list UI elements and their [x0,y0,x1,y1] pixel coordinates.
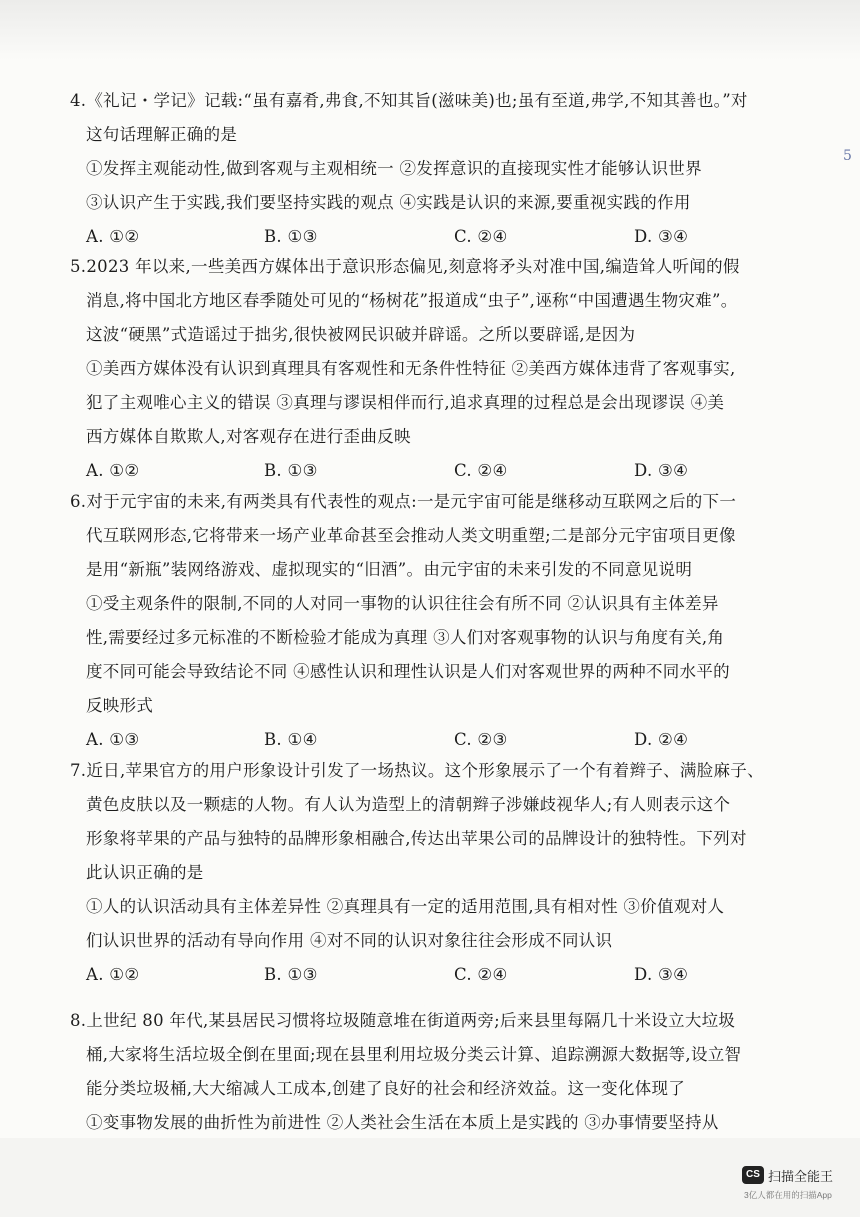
statement-line: ①发挥主观能动性,做到客观与主观相统一 ②发挥意识的直接现实性才能够认识世界 [86,159,702,178]
answer-options [86,958,790,992]
question-line: 7.近日,苹果官方的用户形象设计引发了一场热议。这个形象展示了一个有着辫子、满脸麻子、 [70,761,764,780]
question-line: 代互联网形态,它将带来一场产业革命甚至会推动人类文明重塑;二是部分元宇宙项目更像 [86,526,736,545]
question-line: 黄色皮肤以及一颗痣的人物。有人认为造型上的清朝辫子涉嫌歧视华人;有人则表示这个 [86,795,731,814]
statement-line: 性,需要经过多元标准的不断检验才能成为真理 ③人们对客观事物的认识与角度有关,角 [86,628,725,647]
statement-line: 度不同可能会导致结论不同 ④感性认识和理性认识是人们对客观世界的两种不同水平的 [86,662,730,681]
question-line: 能分类垃圾桶,大大缩减人工成本,创建了良好的社会和经济效益。这一变化体现了 [86,1079,686,1098]
question-line: 形象将苹果的产品与独特的品牌形象相融合,传达出苹果公司的品牌设计的独特性。下列对 [86,829,747,848]
question-5 [70,250,790,488]
option-a: A. ①② [86,227,140,246]
statement-line: ①受主观条件的限制,不同的人对同一事物的认识往往会有所不同 ②认识具有主体差异 [86,594,719,613]
question-8 [70,1004,790,1140]
statement-line: ①美西方媒体没有认识到真理具有客观性和无条件性特征 ②美西方媒体违背了客观事实, [86,359,736,378]
statement-line: 反映形式 [86,696,154,715]
option-d: D. ②④ [634,730,689,749]
scanner-app-name: 扫描全能王 [768,1169,834,1184]
scanner-logo-icon: CS [742,1166,764,1184]
option-b: B. ①③ [264,461,318,480]
answer-options [86,220,790,254]
statement-line: ①人的认识活动具有主体差异性 ②真理具有一定的适用范围,具有相对性 ③价值观对人 [86,897,725,916]
statement-line: 西方媒体自欺欺人,对客观存在进行歪曲反映 [86,427,411,446]
question-6 [70,485,790,757]
option-a: A. ①③ [86,730,140,749]
question-line: 4.《礼记・学记》记载:“虽有嘉肴,弗食,不知其旨(滋味美)也;虽有至道,弗学,不知其善也。”对 [70,91,748,110]
statement-line: ③认识产生于实践,我们要坚持实践的观点 ④实践是认识的来源,要重视实践的作用 [86,193,691,212]
question-line: 桶,大家将生活垃圾全倒在里面;现在县里利用垃圾分类云计算、追踪溯源大数据等,设立智 [86,1045,742,1064]
answer-options [86,723,790,757]
question-line: 8.上世纪 80 年代,某县居民习惯将垃圾随意堆在街道两旁;后来县里每隔几十米设立大垃圾 [70,1011,736,1030]
statement-line: 犯了主观唯心主义的错误 ③真理与谬误相伴而行,追求真理的过程总是会出现谬误 ④美 [86,393,725,412]
option-d: D. ③④ [634,227,689,246]
statement-line: 们认识世界的活动有导向作用 ④对不同的认识对象往往会形成不同认识 [86,931,613,950]
question-line: 这句话理解正确的是 [86,125,238,144]
option-d: D. ③④ [634,461,689,480]
question-line: 消息,将中国北方地区春季随处可见的“杨树花”报道成“虫子”,诬称“中国遭遇生物灾难”。 [86,291,738,310]
option-c: C. ②④ [454,461,508,480]
option-a: A. ①② [86,461,140,480]
option-b: B. ①③ [264,965,318,984]
statement-line: ①变事物发展的曲折性为前进性 ②人类社会生活在本质上是实践的 ③办事情要坚持从 [86,1113,719,1132]
option-c: C. ②③ [454,730,508,749]
scanner-tagline: 3亿人都在用的扫描App [744,1190,832,1200]
question-line: 这波“硬黑”式造谣过于拙劣,很快被网民识破并辟谣。之所以要辟谣,是因为 [86,325,636,344]
question-4 [70,84,790,254]
option-d: D. ③④ [634,965,689,984]
answer-options [86,454,790,488]
question-line: 5.2023 年以来,一些美西方媒体出于意识形态偏见,刻意将矛头对准中国,编造耸人听闻的假 [70,257,740,276]
margin-mark: 5 [843,148,852,164]
question-line: 此认识正确的是 [86,863,204,882]
option-c: C. ②④ [454,227,508,246]
option-b: B. ①④ [264,730,318,749]
scan-shadow [0,0,860,60]
option-c: C. ②④ [454,965,508,984]
option-b: B. ①③ [264,227,318,246]
question-line: 6.对于元宇宙的未来,有两类具有代表性的观点:一是元宇宙可能是继移动互联网之后的下一 [70,492,737,511]
scan-bottom-shadow [0,1138,860,1217]
question-line: 是用“新瓶”装网络游戏、虚拟现实的“旧酒”。由元宇宙的未来引发的不同意见说明 [86,560,693,579]
option-a: A. ①② [86,965,140,984]
question-7 [70,754,790,992]
